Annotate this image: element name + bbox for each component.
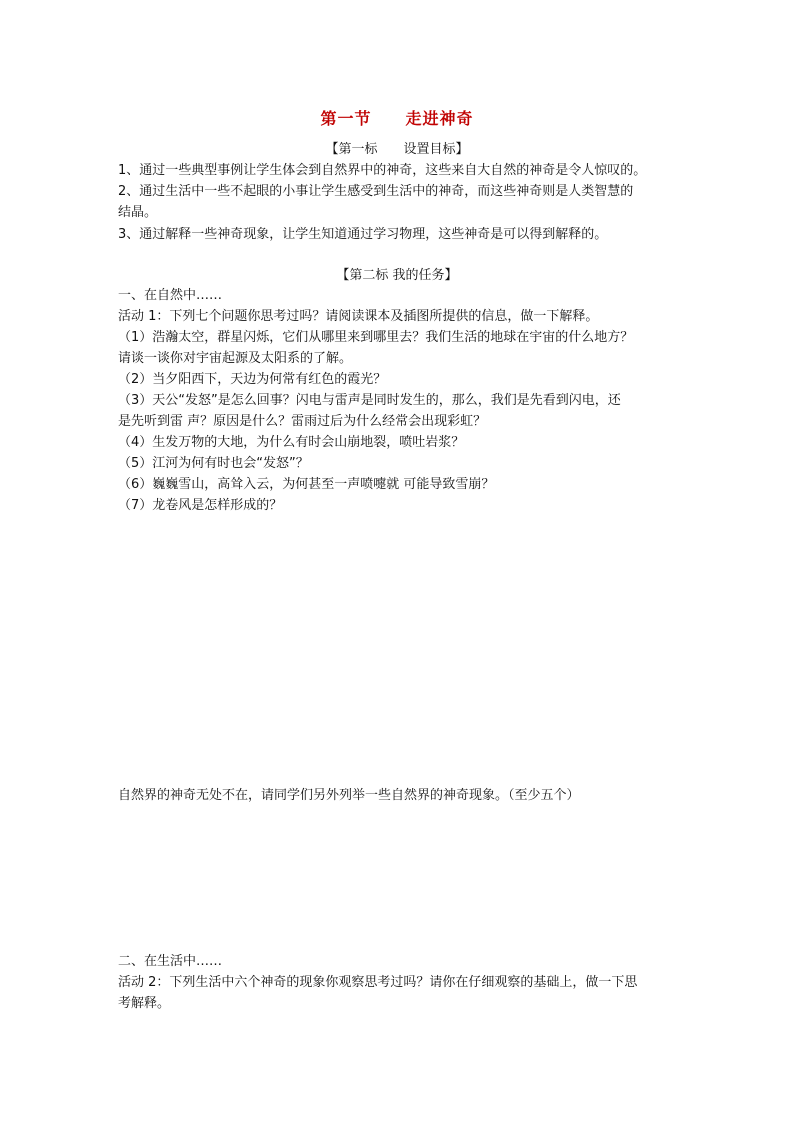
question-line: （1）浩瀚太空，群星闪烁，它们从哪里来到哪里去？我们生活的地球在宇宙的什么地方？: [118, 330, 634, 345]
nature-prompt: 自然界的神奇无处不在，请同学们另外列举一些自然界的神奇现象。（至少五个）: [118, 788, 580, 803]
goal-line-2: 2、通过生活中一些不起眼的小事让学生感受到生活中的神奇，而这些神奇则是人类智慧的: [118, 184, 634, 199]
question-line: （4）生发万物的大地，为什么有时会山崩地裂，喷吐岩浆？: [118, 435, 465, 450]
activity-one-instruction: 活动 1：下列七个问题你思考过吗？请阅读课本及插图所提供的信息，做一下解释。: [118, 309, 599, 324]
question-line: （6）巍巍雪山，高耸入云，为何甚至一声喷嚏就 可能导致雪崩？: [118, 477, 495, 492]
goal-line-1: 1、通过一些典型事例让学生体会到自然界中的神奇，这些来自大自然的神奇是令人惊叹的。: [118, 163, 647, 178]
document-title: 第一节 走进神奇: [320, 109, 474, 128]
goal-line-2-continued: 结晶。: [118, 205, 158, 220]
part-one-title: 一、在自然中……: [118, 288, 223, 303]
question-line: （7）龙卷风是怎样形成的？: [118, 498, 283, 513]
activity-two-instruction: 活动 2：下列生活中六个神奇的现象你观察思考过吗？请你在仔细观察的基础上，做一下思: [118, 975, 638, 990]
section-heading-tasks: 【第二标 我的任务】: [336, 268, 458, 283]
goal-line-3: 3、通过解释一些神奇现象，让学生知道通过学习物理，这些神奇是可以得到解释的。: [118, 227, 608, 242]
question-line: （3）天公“发怒”是怎么回事？闪电与雷声是同时发生的，那么，我们是先看到闪电，还: [118, 393, 621, 408]
question-line: （5）江河为何有时也会“发怒”？: [118, 456, 309, 471]
section-heading-goals: 【第一标 设置目标】: [325, 142, 469, 157]
activity-two-instruction-continued: 考解释。: [118, 996, 171, 1011]
part-two-title: 二、在生活中……: [118, 954, 223, 969]
question-line: 请谈一谈你对宇宙起源及太阳系的了解。: [118, 351, 353, 366]
question-line: （2）当夕阳西下，天边为何常有红色的霞光？: [118, 372, 387, 387]
question-line: 是先听到雷 声？原因是什么？雷雨过后为什么经常会出现彩虹？: [118, 414, 487, 429]
